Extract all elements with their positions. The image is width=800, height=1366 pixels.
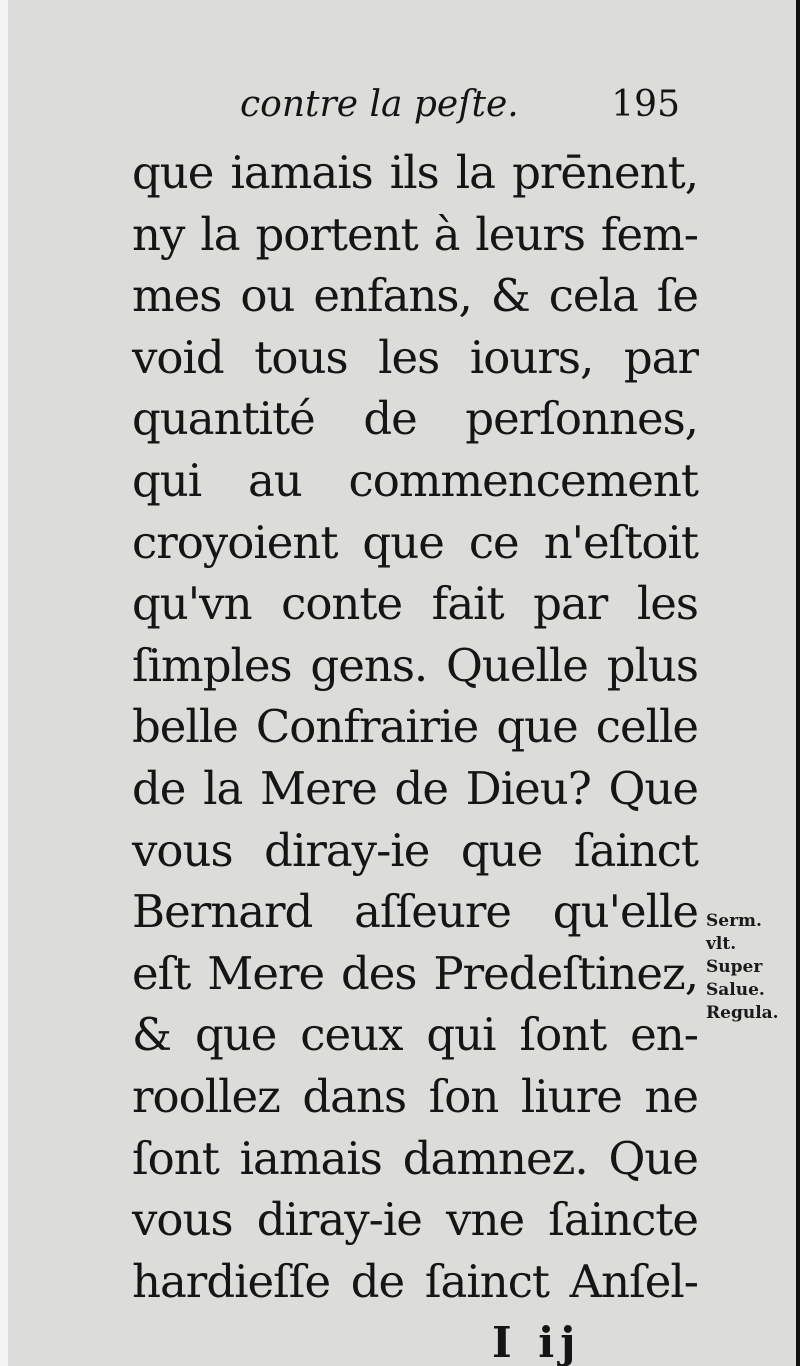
marginal-note-line: vlt.	[706, 934, 737, 954]
marginal-note-line: Salue.	[706, 980, 765, 1000]
text-line: ſont iamais damnez. Que	[132, 1131, 698, 1185]
text-line: hardieſſe de ſainct Anſel-	[132, 1254, 698, 1308]
text-line: Bernard aſſeure qu'elle	[132, 885, 698, 939]
marginal-note-line: Serm.	[706, 911, 762, 931]
text-line: qu'vn conte fait par les	[132, 577, 698, 631]
page-number: 195	[611, 84, 680, 125]
text-line: vous diray-ie que ſainct	[132, 823, 698, 877]
text-line: mes ou enfans, & cela ſe	[132, 269, 698, 323]
marginal-note-line: Super	[706, 957, 763, 977]
text-line: ſimples gens. Quelle plus	[132, 638, 698, 692]
page-right-edge	[796, 0, 800, 1366]
text-line: ny la portent à leurs fem-	[132, 207, 698, 261]
text-line: croyoient que ce n'eſtoit	[132, 515, 698, 569]
text-line: & que ceux qui ſont en-	[132, 1008, 698, 1062]
text-line: vous diray-ie vne ſaincte	[132, 1193, 698, 1247]
text-line: eſt Mere des Predeſtinez,	[132, 946, 698, 1000]
running-title: contre la peſte.	[240, 84, 519, 125]
body-text	[132, 142, 698, 1312]
text-line: que iamais ils la prēnent,	[132, 146, 698, 199]
text-line: void tous les iours, par	[132, 330, 698, 384]
text-line: belle Confrairie que celle	[132, 700, 698, 754]
text-line: roollez dans ſon liure ne	[132, 1069, 698, 1123]
text-line: quantité de perſonnes,	[132, 392, 698, 446]
marginal-note-line: Regula.	[706, 1003, 779, 1023]
signature-mark: I ij	[492, 1318, 582, 1366]
running-head	[240, 84, 680, 128]
page-left-edge	[0, 0, 8, 1366]
text-line: qui au commencement	[132, 453, 698, 507]
text-line: de la Mere de Dieu? Que	[132, 761, 698, 815]
marginal-note	[706, 910, 798, 1025]
